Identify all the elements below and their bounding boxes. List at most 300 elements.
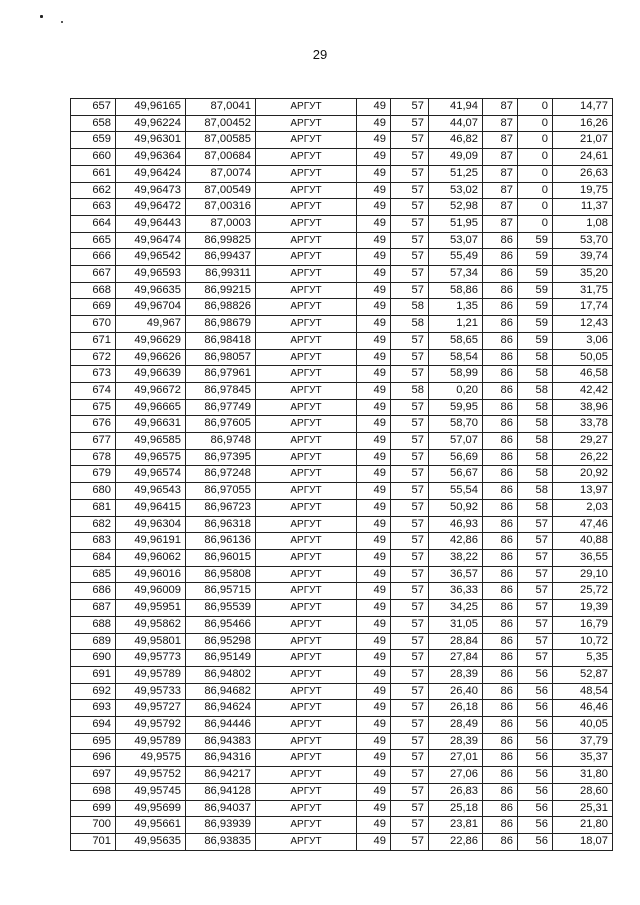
cell-lat-degrees: 49 xyxy=(357,566,391,583)
cell-lon-degrees: 86 xyxy=(483,666,518,683)
cell-point-number: 686 xyxy=(71,583,116,600)
cell-name: АРГУТ xyxy=(256,800,357,817)
cell-latitude: 49,95727 xyxy=(116,700,186,717)
cell-lon-degrees: 86 xyxy=(483,833,518,850)
cell-lat-degrees: 49 xyxy=(357,817,391,834)
cell-name: АРГУТ xyxy=(256,165,357,182)
cell-lat-degrees: 49 xyxy=(357,316,391,333)
cell-lon-minutes: 58 xyxy=(518,366,553,383)
cell-point-number: 688 xyxy=(71,616,116,633)
cell-lat-seconds: 55,49 xyxy=(429,249,483,266)
cell-point-number: 699 xyxy=(71,800,116,817)
cell-lat-seconds: 49,09 xyxy=(429,149,483,166)
cell-lat-seconds: 28,49 xyxy=(429,717,483,734)
cell-lat-degrees: 49 xyxy=(357,717,391,734)
cell-latitude: 49,96364 xyxy=(116,149,186,166)
cell-longitude: 86,94316 xyxy=(186,750,256,767)
cell-lat-seconds: 23,81 xyxy=(429,817,483,834)
cell-lon-seconds: 21,80 xyxy=(553,817,613,834)
cell-lat-seconds: 51,25 xyxy=(429,165,483,182)
cell-lon-minutes: 0 xyxy=(518,99,553,116)
cell-lon-seconds: 46,58 xyxy=(553,366,613,383)
cell-name: АРГУТ xyxy=(256,266,357,283)
cell-lon-seconds: 12,43 xyxy=(553,316,613,333)
cell-lat-seconds: 27,01 xyxy=(429,750,483,767)
table-row xyxy=(71,616,613,633)
cell-lon-seconds: 35,20 xyxy=(553,266,613,283)
cell-point-number: 683 xyxy=(71,533,116,550)
cell-point-number: 667 xyxy=(71,266,116,283)
table-row xyxy=(71,549,613,566)
table-row xyxy=(71,483,613,500)
cell-lat-minutes: 57 xyxy=(391,549,429,566)
table-body xyxy=(71,99,613,851)
table-row xyxy=(71,800,613,817)
cell-lat-seconds: 46,82 xyxy=(429,132,483,149)
cell-lon-degrees: 86 xyxy=(483,533,518,550)
cell-lat-degrees: 49 xyxy=(357,616,391,633)
cell-longitude: 86,98418 xyxy=(186,332,256,349)
cell-latitude: 49,967 xyxy=(116,316,186,333)
cell-lat-minutes: 57 xyxy=(391,366,429,383)
cell-point-number: 665 xyxy=(71,232,116,249)
cell-lat-degrees: 49 xyxy=(357,232,391,249)
table-row xyxy=(71,650,613,667)
cell-lon-degrees: 86 xyxy=(483,366,518,383)
cell-name: АРГУТ xyxy=(256,533,357,550)
cell-lat-degrees: 49 xyxy=(357,132,391,149)
cell-point-number: 662 xyxy=(71,182,116,199)
cell-longitude: 86,99437 xyxy=(186,249,256,266)
cell-lon-seconds: 50,05 xyxy=(553,349,613,366)
cell-name: АРГУТ xyxy=(256,700,357,717)
cell-lat-seconds: 1,21 xyxy=(429,316,483,333)
cell-lon-minutes: 0 xyxy=(518,149,553,166)
cell-lon-minutes: 56 xyxy=(518,833,553,850)
cell-lon-degrees: 86 xyxy=(483,783,518,800)
cell-lon-degrees: 86 xyxy=(483,683,518,700)
cell-longitude: 86,96136 xyxy=(186,533,256,550)
cell-lat-degrees: 49 xyxy=(357,650,391,667)
cell-lat-minutes: 57 xyxy=(391,833,429,850)
cell-lat-degrees: 49 xyxy=(357,733,391,750)
cell-lon-degrees: 86 xyxy=(483,750,518,767)
cell-lat-seconds: 28,39 xyxy=(429,733,483,750)
cell-lat-seconds: 22,86 xyxy=(429,833,483,850)
cell-point-number: 658 xyxy=(71,115,116,132)
cell-point-number: 692 xyxy=(71,683,116,700)
cell-lon-seconds: 31,80 xyxy=(553,767,613,784)
cell-lon-degrees: 87 xyxy=(483,132,518,149)
cell-lat-degrees: 49 xyxy=(357,583,391,600)
cell-point-number: 701 xyxy=(71,833,116,850)
cell-lon-degrees: 86 xyxy=(483,800,518,817)
cell-latitude: 49,96543 xyxy=(116,483,186,500)
cell-lat-seconds: 26,83 xyxy=(429,783,483,800)
cell-lon-degrees: 86 xyxy=(483,299,518,316)
cell-point-number: 670 xyxy=(71,316,116,333)
cell-point-number: 674 xyxy=(71,382,116,399)
cell-latitude: 49,96424 xyxy=(116,165,186,182)
cell-longitude: 87,0003 xyxy=(186,215,256,232)
cell-name: АРГУТ xyxy=(256,833,357,850)
cell-point-number: 657 xyxy=(71,99,116,116)
cell-lat-minutes: 57 xyxy=(391,800,429,817)
cell-latitude: 49,96626 xyxy=(116,349,186,366)
cell-latitude: 49,96016 xyxy=(116,566,186,583)
cell-lon-minutes: 56 xyxy=(518,733,553,750)
cell-lon-minutes: 58 xyxy=(518,349,553,366)
cell-point-number: 668 xyxy=(71,282,116,299)
cell-lon-degrees: 86 xyxy=(483,416,518,433)
cell-lat-degrees: 49 xyxy=(357,115,391,132)
cell-longitude: 87,00684 xyxy=(186,149,256,166)
cell-lat-degrees: 49 xyxy=(357,533,391,550)
table-row xyxy=(71,232,613,249)
cell-lat-degrees: 49 xyxy=(357,466,391,483)
cell-name: АРГУТ xyxy=(256,466,357,483)
cell-lat-seconds: 53,02 xyxy=(429,182,483,199)
cell-lat-minutes: 57 xyxy=(391,483,429,500)
table-row xyxy=(71,566,613,583)
cell-lon-degrees: 87 xyxy=(483,182,518,199)
cell-longitude: 86,99311 xyxy=(186,266,256,283)
cell-lon-minutes: 58 xyxy=(518,449,553,466)
cell-name: АРГУТ xyxy=(256,249,357,266)
cell-lat-degrees: 49 xyxy=(357,299,391,316)
cell-lon-degrees: 86 xyxy=(483,382,518,399)
cell-lon-degrees: 86 xyxy=(483,349,518,366)
cell-lat-degrees: 49 xyxy=(357,182,391,199)
cell-name: АРГУТ xyxy=(256,366,357,383)
cell-longitude: 86,97055 xyxy=(186,483,256,500)
cell-lon-degrees: 86 xyxy=(483,700,518,717)
cell-name: АРГУТ xyxy=(256,382,357,399)
table-row xyxy=(71,299,613,316)
cell-latitude: 49,95752 xyxy=(116,767,186,784)
cell-longitude: 86,97749 xyxy=(186,399,256,416)
cell-point-number: 678 xyxy=(71,449,116,466)
cell-lon-seconds: 5,35 xyxy=(553,650,613,667)
cell-longitude: 86,95149 xyxy=(186,650,256,667)
cell-name: АРГУТ xyxy=(256,115,357,132)
cell-lon-minutes: 0 xyxy=(518,165,553,182)
cell-lat-minutes: 57 xyxy=(391,266,429,283)
cell-latitude: 49,96631 xyxy=(116,416,186,433)
cell-longitude: 86,96015 xyxy=(186,549,256,566)
cell-lat-minutes: 57 xyxy=(391,249,429,266)
table-row xyxy=(71,683,613,700)
cell-lat-degrees: 49 xyxy=(357,416,391,433)
cell-lon-seconds: 46,46 xyxy=(553,700,613,717)
cell-latitude: 49,95661 xyxy=(116,817,186,834)
cell-name: АРГУТ xyxy=(256,299,357,316)
cell-longitude: 87,00549 xyxy=(186,182,256,199)
cell-lat-degrees: 49 xyxy=(357,332,391,349)
cell-lat-minutes: 57 xyxy=(391,399,429,416)
cell-name: АРГУТ xyxy=(256,666,357,683)
cell-lon-minutes: 58 xyxy=(518,483,553,500)
cell-lon-degrees: 87 xyxy=(483,215,518,232)
cell-lat-degrees: 49 xyxy=(357,549,391,566)
cell-longitude: 86,94217 xyxy=(186,767,256,784)
cell-lon-seconds: 29,27 xyxy=(553,433,613,450)
cell-name: АРГУТ xyxy=(256,683,357,700)
table-row xyxy=(71,767,613,784)
cell-point-number: 698 xyxy=(71,783,116,800)
cell-longitude: 86,9748 xyxy=(186,433,256,450)
table-row xyxy=(71,199,613,216)
cell-lon-seconds: 31,75 xyxy=(553,282,613,299)
cell-longitude: 86,97248 xyxy=(186,466,256,483)
cell-lat-minutes: 57 xyxy=(391,566,429,583)
cell-point-number: 663 xyxy=(71,199,116,216)
cell-lat-seconds: 28,84 xyxy=(429,633,483,650)
cell-longitude: 87,00316 xyxy=(186,199,256,216)
cell-lat-degrees: 49 xyxy=(357,833,391,850)
cell-lat-seconds: 59,95 xyxy=(429,399,483,416)
cell-lat-degrees: 49 xyxy=(357,433,391,450)
cell-lat-degrees: 49 xyxy=(357,600,391,617)
cell-lon-degrees: 86 xyxy=(483,483,518,500)
cell-lon-degrees: 87 xyxy=(483,199,518,216)
cell-lon-degrees: 86 xyxy=(483,399,518,416)
cell-lon-seconds: 21,07 xyxy=(553,132,613,149)
cell-lon-minutes: 59 xyxy=(518,266,553,283)
cell-lat-minutes: 57 xyxy=(391,767,429,784)
cell-lon-minutes: 57 xyxy=(518,633,553,650)
cell-lat-seconds: 27,84 xyxy=(429,650,483,667)
cell-lat-degrees: 49 xyxy=(357,382,391,399)
cell-name: АРГУТ xyxy=(256,149,357,166)
cell-latitude: 49,96224 xyxy=(116,115,186,132)
cell-lat-minutes: 57 xyxy=(391,683,429,700)
cell-longitude: 86,95466 xyxy=(186,616,256,633)
cell-lon-minutes: 57 xyxy=(518,566,553,583)
cell-lat-minutes: 57 xyxy=(391,349,429,366)
cell-point-number: 675 xyxy=(71,399,116,416)
cell-latitude: 49,95862 xyxy=(116,616,186,633)
cell-lon-degrees: 86 xyxy=(483,566,518,583)
cell-lat-seconds: 58,99 xyxy=(429,366,483,383)
cell-name: АРГУТ xyxy=(256,232,357,249)
cell-point-number: 666 xyxy=(71,249,116,266)
cell-lon-minutes: 0 xyxy=(518,199,553,216)
cell-lon-minutes: 0 xyxy=(518,115,553,132)
cell-point-number: 687 xyxy=(71,600,116,617)
cell-lat-minutes: 57 xyxy=(391,282,429,299)
cell-name: АРГУТ xyxy=(256,99,357,116)
cell-lon-seconds: 10,72 xyxy=(553,633,613,650)
cell-lat-minutes: 57 xyxy=(391,232,429,249)
cell-point-number: 690 xyxy=(71,650,116,667)
cell-lon-minutes: 56 xyxy=(518,800,553,817)
cell-lon-degrees: 86 xyxy=(483,232,518,249)
cell-longitude: 86,93939 xyxy=(186,817,256,834)
cell-lon-seconds: 25,72 xyxy=(553,583,613,600)
cell-longitude: 86,93835 xyxy=(186,833,256,850)
cell-longitude: 86,95539 xyxy=(186,600,256,617)
cell-lon-degrees: 86 xyxy=(483,733,518,750)
cell-latitude: 49,9575 xyxy=(116,750,186,767)
cell-lon-degrees: 87 xyxy=(483,149,518,166)
cell-lon-seconds: 29,10 xyxy=(553,566,613,583)
cell-lat-minutes: 57 xyxy=(391,700,429,717)
cell-lat-seconds: 58,65 xyxy=(429,332,483,349)
cell-lon-seconds: 47,46 xyxy=(553,516,613,533)
cell-lat-seconds: 58,86 xyxy=(429,282,483,299)
cell-name: АРГУТ xyxy=(256,650,357,667)
cell-lon-minutes: 56 xyxy=(518,717,553,734)
cell-point-number: 664 xyxy=(71,215,116,232)
cell-lat-degrees: 49 xyxy=(357,516,391,533)
cell-longitude: 86,96723 xyxy=(186,499,256,516)
cell-latitude: 49,96704 xyxy=(116,299,186,316)
cell-lat-seconds: 25,18 xyxy=(429,800,483,817)
cell-point-number: 700 xyxy=(71,817,116,834)
cell-lon-degrees: 86 xyxy=(483,332,518,349)
cell-point-number: 685 xyxy=(71,566,116,583)
cell-longitude: 86,98826 xyxy=(186,299,256,316)
cell-lon-seconds: 19,75 xyxy=(553,182,613,199)
cell-lat-minutes: 57 xyxy=(391,616,429,633)
table-row xyxy=(71,215,613,232)
table-row xyxy=(71,499,613,516)
table-row xyxy=(71,316,613,333)
cell-lon-seconds: 38,96 xyxy=(553,399,613,416)
cell-lon-degrees: 86 xyxy=(483,717,518,734)
table-row xyxy=(71,149,613,166)
cell-lon-seconds: 35,37 xyxy=(553,750,613,767)
cell-lat-minutes: 57 xyxy=(391,733,429,750)
cell-lat-minutes: 57 xyxy=(391,650,429,667)
cell-name: АРГУТ xyxy=(256,633,357,650)
cell-lat-seconds: 27,06 xyxy=(429,767,483,784)
table-row xyxy=(71,466,613,483)
cell-lat-seconds: 26,18 xyxy=(429,700,483,717)
cell-lat-degrees: 49 xyxy=(357,750,391,767)
cell-lon-seconds: 2,03 xyxy=(553,499,613,516)
cell-lon-degrees: 86 xyxy=(483,633,518,650)
cell-lat-degrees: 49 xyxy=(357,99,391,116)
cell-lat-degrees: 49 xyxy=(357,783,391,800)
cell-lon-minutes: 0 xyxy=(518,132,553,149)
cell-lon-seconds: 53,70 xyxy=(553,232,613,249)
cell-latitude: 49,96585 xyxy=(116,433,186,450)
cell-point-number: 681 xyxy=(71,499,116,516)
table-row xyxy=(71,282,613,299)
cell-latitude: 49,95789 xyxy=(116,733,186,750)
cell-lat-minutes: 57 xyxy=(391,633,429,650)
cell-lat-minutes: 57 xyxy=(391,533,429,550)
cell-latitude: 49,95773 xyxy=(116,650,186,667)
coordinates-table xyxy=(70,98,613,851)
cell-lon-seconds: 13,97 xyxy=(553,483,613,500)
cell-lon-seconds: 11,37 xyxy=(553,199,613,216)
cell-lat-seconds: 28,39 xyxy=(429,666,483,683)
cell-latitude: 49,95792 xyxy=(116,717,186,734)
cell-lon-seconds: 19,39 xyxy=(553,600,613,617)
table-row xyxy=(71,165,613,182)
cell-lat-seconds: 36,57 xyxy=(429,566,483,583)
cell-lon-seconds: 17,74 xyxy=(553,299,613,316)
cell-lat-minutes: 58 xyxy=(391,316,429,333)
cell-name: АРГУТ xyxy=(256,316,357,333)
cell-point-number: 684 xyxy=(71,549,116,566)
cell-name: АРГУТ xyxy=(256,433,357,450)
cell-lat-degrees: 49 xyxy=(357,149,391,166)
table-row xyxy=(71,416,613,433)
cell-lat-minutes: 57 xyxy=(391,433,429,450)
table-row xyxy=(71,666,613,683)
cell-lon-seconds: 40,05 xyxy=(553,717,613,734)
cell-lat-seconds: 26,40 xyxy=(429,683,483,700)
cell-lon-seconds: 16,79 xyxy=(553,616,613,633)
cell-lon-seconds: 48,54 xyxy=(553,683,613,700)
cell-name: АРГУТ xyxy=(256,483,357,500)
cell-name: АРГУТ xyxy=(256,750,357,767)
table-row xyxy=(71,349,613,366)
cell-point-number: 694 xyxy=(71,717,116,734)
cell-longitude: 86,94682 xyxy=(186,683,256,700)
cell-lat-seconds: 57,07 xyxy=(429,433,483,450)
table-row xyxy=(71,533,613,550)
table-row xyxy=(71,433,613,450)
cell-lon-minutes: 56 xyxy=(518,666,553,683)
cell-lon-degrees: 86 xyxy=(483,466,518,483)
cell-latitude: 49,96301 xyxy=(116,132,186,149)
cell-latitude: 49,96191 xyxy=(116,533,186,550)
table-row xyxy=(71,132,613,149)
cell-lon-minutes: 59 xyxy=(518,249,553,266)
cell-point-number: 689 xyxy=(71,633,116,650)
page-number: 29 xyxy=(312,47,328,62)
cell-longitude: 86,97605 xyxy=(186,416,256,433)
cell-longitude: 87,00585 xyxy=(186,132,256,149)
cell-longitude: 86,99825 xyxy=(186,232,256,249)
cell-lon-minutes: 57 xyxy=(518,549,553,566)
cell-lat-minutes: 57 xyxy=(391,499,429,516)
cell-lon-minutes: 58 xyxy=(518,433,553,450)
cell-lat-seconds: 31,05 xyxy=(429,616,483,633)
cell-latitude: 49,95801 xyxy=(116,633,186,650)
cell-name: АРГУТ xyxy=(256,783,357,800)
cell-lat-seconds: 58,70 xyxy=(429,416,483,433)
cell-name: АРГУТ xyxy=(256,182,357,199)
cell-lat-minutes: 57 xyxy=(391,717,429,734)
cell-lon-minutes: 56 xyxy=(518,700,553,717)
cell-latitude: 49,95635 xyxy=(116,833,186,850)
cell-lat-seconds: 38,22 xyxy=(429,549,483,566)
cell-latitude: 49,96542 xyxy=(116,249,186,266)
cell-lon-minutes: 59 xyxy=(518,316,553,333)
cell-lat-seconds: 44,07 xyxy=(429,115,483,132)
cell-lat-degrees: 49 xyxy=(357,165,391,182)
cell-name: АРГУТ xyxy=(256,132,357,149)
cell-lat-degrees: 49 xyxy=(357,800,391,817)
cell-lon-degrees: 86 xyxy=(483,249,518,266)
table-row xyxy=(71,717,613,734)
cell-point-number: 671 xyxy=(71,332,116,349)
table-row xyxy=(71,332,613,349)
cell-lat-degrees: 49 xyxy=(357,483,391,500)
cell-latitude: 49,96635 xyxy=(116,282,186,299)
cell-lat-minutes: 57 xyxy=(391,215,429,232)
table-row xyxy=(71,700,613,717)
cell-latitude: 49,96062 xyxy=(116,549,186,566)
cell-longitude: 86,97961 xyxy=(186,366,256,383)
cell-name: АРГУТ xyxy=(256,717,357,734)
